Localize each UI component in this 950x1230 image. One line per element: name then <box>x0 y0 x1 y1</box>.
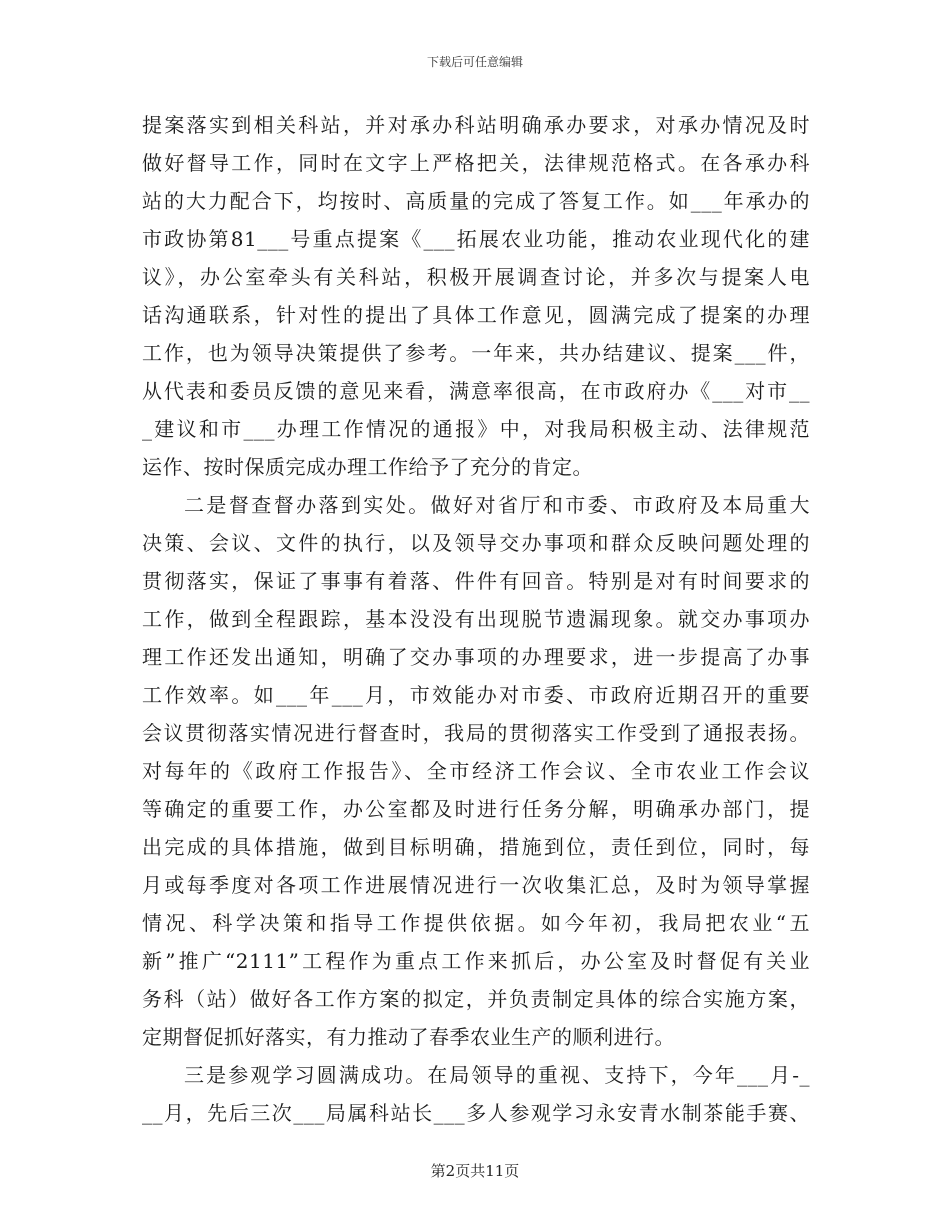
text-line: 运作、按时保质完成办理工作给予了充分的肯定。 <box>142 455 593 479</box>
page-number-footer: 第2页共11页 <box>430 1162 520 1180</box>
text-line: 务科（站）做好各工作方案的拟定，并负责制定具体的综合实施方案， <box>142 987 810 1011</box>
text-line: 会议贯彻落实情况进行督查时，我局的贯彻落实工作受到了通报表扬。 <box>142 721 810 745</box>
text-line: 工作，做到全程跟踪，基本没没有出现脱节遗漏现象。就交办事项办 <box>142 607 810 631</box>
text-line: 理工作还发出通知，明确了交办事项的办理要求，进一步提高了办事 <box>142 645 810 669</box>
text-line: 做好督导工作，同时在文字上严格把关，法律规范格式。在各承办科 <box>142 151 810 175</box>
text-line: 市政协第81___号重点提案《___拓展农业功能，推动农业现代化的建 <box>142 227 810 251</box>
text-line: 贯彻落实，保证了事事有着落、件件有回音。特别是对有时间要求的 <box>142 569 810 593</box>
text-line: 月或每季度对各项工作进展情况进行一次收集汇总，及时为领导掌握 <box>142 873 810 897</box>
text-line: 出完成的具体措施，做到目标明确，措施到位，责任到位，同时，每 <box>142 835 810 859</box>
text-line: 等确定的重要工作，办公室都及时进行任务分解，明确承办部门，提 <box>142 797 810 821</box>
text-line: _建议和市___办理工作情况的通报》中，对我局积极主动、法律规范 <box>142 417 810 441</box>
text-line: 定期督促抓好落实，有力推动了春季农业生产的顺利进行。 <box>142 1025 675 1049</box>
text-line: 决策、会议、文件的执行，以及领导交办事项和群众反映问题处理的 <box>142 531 810 555</box>
text-line: 工作，也为领导决策提供了参考。一年来，共办结建议、提案___件， <box>142 341 810 365</box>
header-note: 下载后可任意编辑 <box>426 55 523 69</box>
text-line: 议》，办公室牵头有关科站，积极开展调查讨论，并多次与提案人电 <box>142 265 810 289</box>
text-line: 二是督查督办落到实处。做好对省厅和市委、市政府及本局重大 <box>184 493 810 517</box>
document-body <box>142 106 810 1132</box>
text-line: __月，先后三次___局属科站长___多人参观学习永安青水制茶能手赛、 <box>142 1101 810 1125</box>
text-line: 提案落实到相关科站，并对承办科站明确承办要求，对承办情况及时 <box>142 113 810 137</box>
text-line: 工作效率。如___年___月，市效能办对市委、市政府近期召开的重要 <box>142 683 810 707</box>
text-line: 情况、科学决策和指导工作提供依据。如今年初，我局把农业“五 <box>142 911 810 935</box>
text-line: 三是参观学习圆满成功。在局领导的重视、支持下，今年___月-_ <box>184 1063 810 1087</box>
text-line: 从代表和委员反馈的意见来看，满意率很高，在市政府办《___对市__ <box>142 379 810 403</box>
text-line: 新”推广“2111”工程作为重点工作来抓后，办公室及时督促有关业 <box>142 949 810 973</box>
text-line: 站的大力配合下，均按时、高质量的完成了答复工作。如___年承办的 <box>142 189 810 213</box>
text-line: 话沟通联系，针对性的提出了具体工作意见，圆满完成了提案的办理 <box>142 303 810 327</box>
text-line: 对每年的《政府工作报告》、全市经济工作会议、全市农业工作会议 <box>142 759 810 783</box>
